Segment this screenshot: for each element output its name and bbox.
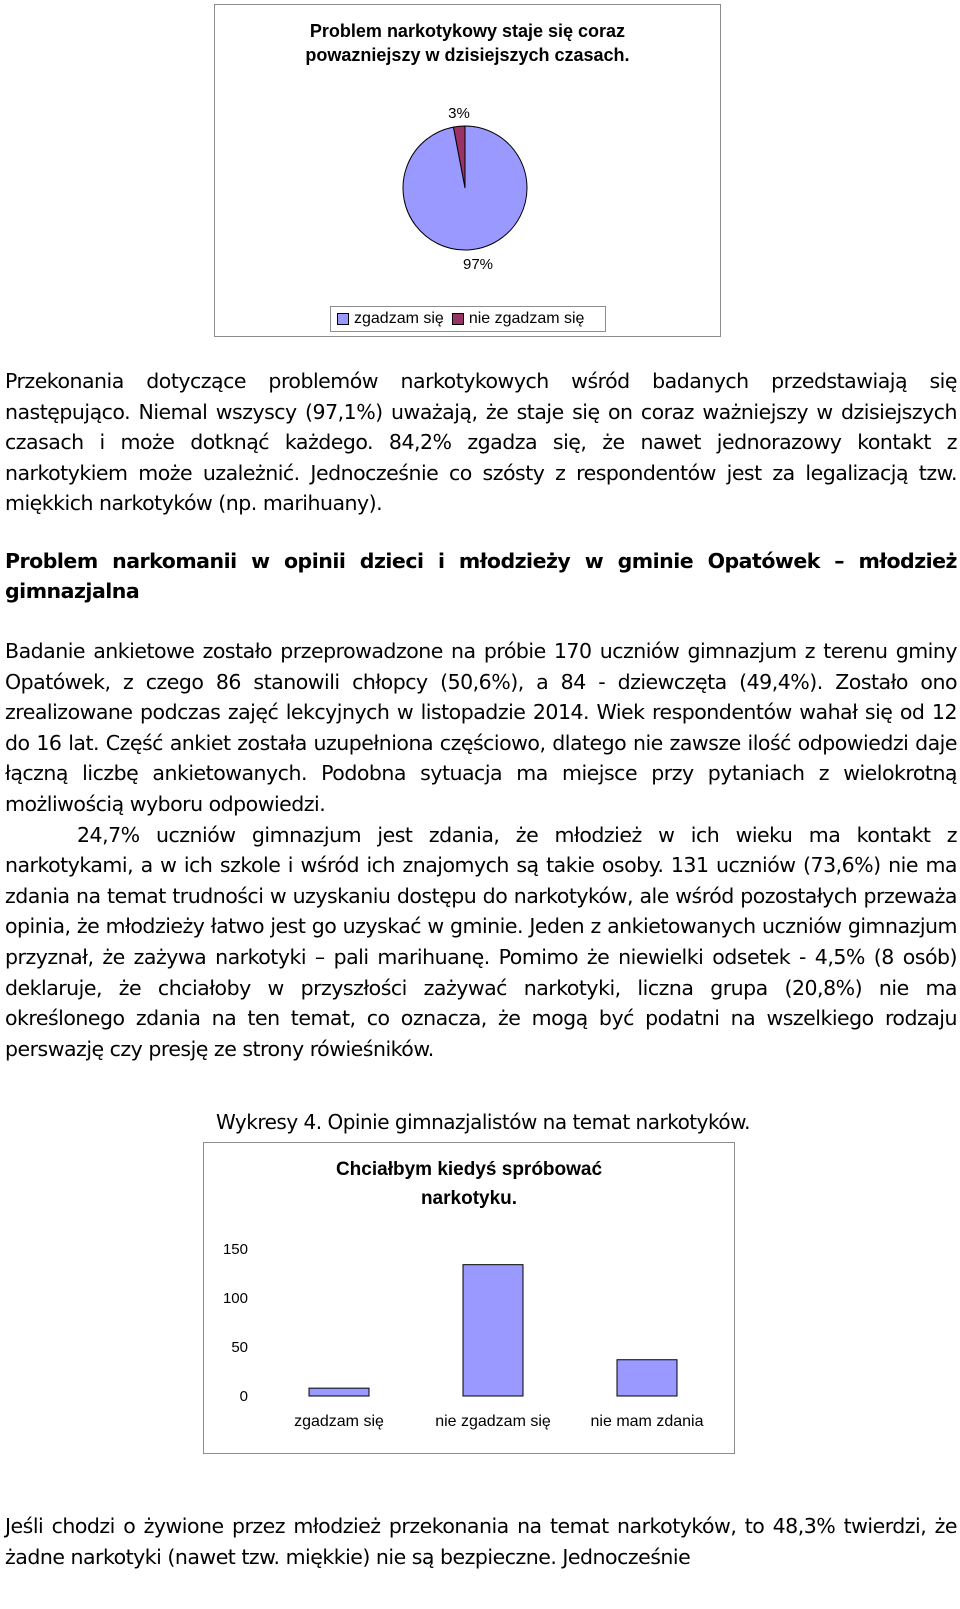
section-heading xyxy=(5,546,957,606)
paragraph-beliefs xyxy=(5,366,957,519)
paragraph-survey-text: Badanie ankietowe zostało przeprowadzone na próbie 170 uczniów gimnazjum z terenu gminy Opatówek, z czego 86 stanowili chłopcy (50,6%), a 84 - dziewczęta (49,4%). Zostało ono zrealizowane podczas zajęć lekcyjnych w listopadzie 2014. Wiek respondentów wahał się od 12 do 16 lat. Część ankiet została uzupełniona częściowo, dlatego nie zawsze ilość odpowiedzi daje łączną liczbę ankietowanych. Podobna sytuacja ma miejsce przy pytaniach z wielokrotną możliwością wyboru odpowiedzi. xyxy=(5,639,957,816)
paragraph-contact-text: 24,7% uczniów gimnazjum jest zdania, że młodzież w ich wieku ma kontakt z narkotykami, a w ich szkole i wśród ich znajomych są takie osoby. 131 uczniów (73,6%) nie ma zdania na temat trudności w uzyskaniu dostępu do narkotyków, ale wśród pozostałych przeważa opinia, że młodzieży łatwo jest go uzyskać w gminie. Jeden z ankietowanych uczniów gimnazjum przyznał, że zażywa narkotyki – pali marihuanę. Pomimo że niewielki odsetek - 4,5% (8 osób) deklaruje, że chciałoby w przyszłości zażywać narkotyki, liczna grupa (20,8%) nie ma określonego zdania na ten temat, co oznacza, że mogą być podatni na wszelkiego rodzaju perswazję czy presję ze strony rówieśników. xyxy=(5,822,957,1061)
paragraph-beliefs-2-text: Jeśli chodzi o żywione przez młodzież przekonania na temat narkotyków, to 48,3% twierdzi, że żadne narkotyki (nawet tzw. miękkie) nie są bezpieczne. Jednocześnie xyxy=(5,1514,957,1569)
bar-1 xyxy=(463,1265,523,1396)
legend-entry-disagree xyxy=(452,310,585,328)
bar-chart-frame xyxy=(203,1142,735,1454)
y-tick-label: 50 xyxy=(231,1339,248,1356)
paragraph-survey xyxy=(5,636,957,1064)
legend-swatch-disagree xyxy=(452,313,464,325)
pie-chart-legend xyxy=(330,306,606,332)
paragraph-beliefs-text: Przekonania dotyczące problemów narkotykowych wśród badanych przedstawiają się następująco. Niemal wszyscy (97,1%) uważają, że staje się on coraz ważniejszy w dzisiejszych czasach i może dotknąć każdego. 84,2% zgadza się, że nawet jednorazowy kontakt z narkotykiem może uzależnić. Jednocześnie co szósty z respondentów jest za legalizacją tzw. miękkich narkotyków (np. marihuany). xyxy=(5,369,957,516)
pie-chart-title-line-1: Problem narkotykowy staje się coraz xyxy=(309,21,626,41)
pie-chart-title-line-2: powazniejszy w dzisiejszych czasach. xyxy=(305,45,630,65)
bar-chart-title-line-2: narkotyku. xyxy=(420,1188,518,1209)
bar-chart xyxy=(204,1143,734,1453)
bar-0 xyxy=(309,1388,369,1396)
pie-label-disagree: 3% xyxy=(448,105,470,122)
x-tick-label: zgadzam się xyxy=(294,1413,384,1430)
figure-caption: Wykresy 4. Opinie gimnazjalistów na temat narkotyków. xyxy=(216,1110,750,1134)
bar-2 xyxy=(617,1360,677,1396)
section-heading-text: Problem narkomanii w opinii dzieci i młodzieży w gminie Opatówek – młodzież gimnazjalna xyxy=(5,549,957,603)
pie-chart xyxy=(215,5,720,336)
bar-chart-title-line-1: Chciałbym kiedyś spróbować xyxy=(335,1159,603,1180)
x-tick-label: nie zgadzam się xyxy=(435,1413,551,1430)
pie-label-agree: 97% xyxy=(462,256,494,273)
legend-label-disagree: nie zgadzam się xyxy=(468,310,585,327)
legend-entry-agree xyxy=(337,310,444,328)
legend-label-agree: zgadzam się xyxy=(354,310,444,327)
x-tick-label: nie mam zdania xyxy=(590,1413,704,1430)
legend-swatch-agree xyxy=(337,313,349,325)
paragraph-beliefs-2 xyxy=(5,1511,957,1572)
y-tick-label: 0 xyxy=(239,1388,248,1405)
y-tick-label: 100 xyxy=(222,1290,248,1307)
y-tick-label: 150 xyxy=(222,1241,248,1258)
pie-chart-frame xyxy=(214,4,721,337)
pie-slice-agree xyxy=(403,126,527,250)
